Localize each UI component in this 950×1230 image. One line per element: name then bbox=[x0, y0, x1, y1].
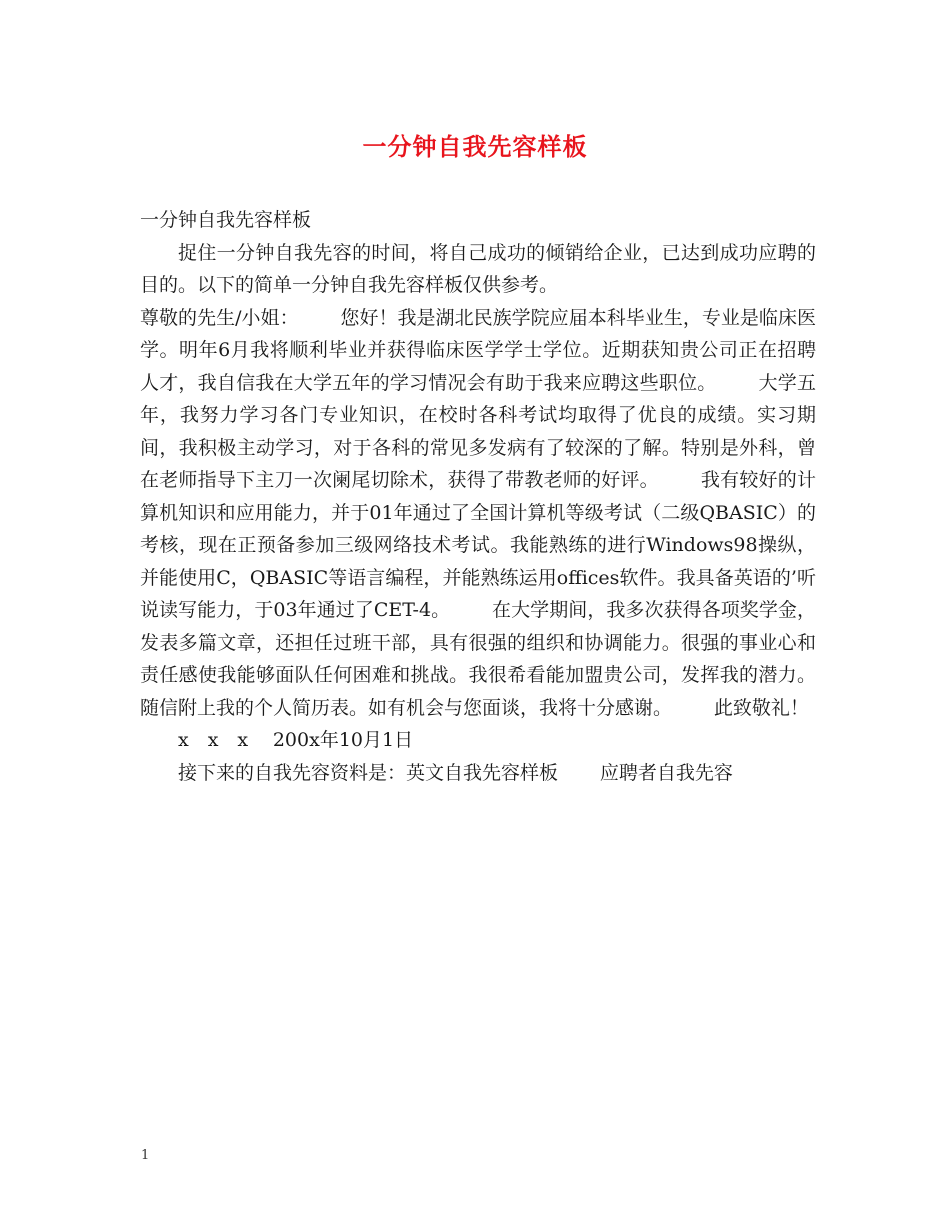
signature: x x x bbox=[178, 729, 249, 751]
salutation: 尊敬的先生/小姐： bbox=[140, 306, 299, 329]
letter-p2: 大学五年，我努力学习各门专业知识，在校时各科考试均取得了优良的成绩。实习期间，我积极主动学习，对于各科的常见多发病有了较深的了解。特别是外科，曾在老师指导下主刀一次阑尾切除术，获得了带教老师的好评。 bbox=[140, 371, 816, 491]
next-line-text: 接下来的自我先容资料是：英文自我先容样板 bbox=[178, 761, 559, 784]
letter-p3: 我有较好的计算机知识和应用能力，并于01年通过了全国计算机等级考试（二级QBASIC）的考核，现在正预备参加三级网络技术考试。我能熟练的进行Windows98操纵，并能使用C，QBASIC等语言编程，并能熟练运用offices软件。我具备英语的’听说读写能力，于03年通过了CET-4。 bbox=[140, 469, 816, 621]
next-line-link[interactable]: 应聘者自我先容 bbox=[599, 761, 733, 784]
letter-p4: 在大学期间，我多次获得各项奖学金，发表多篇文章，还担任过班干部，具有很强的组织和协调能力。很强的事业心和责任感使我能够面队任何困难和挑战。我很希看能加盟贵公司，发挥我的潜力。随信附上我的个人简历表。如有机会与您面谈，我将十分感谢。 bbox=[140, 599, 816, 719]
document-body bbox=[140, 204, 816, 789]
signature-line bbox=[140, 724, 816, 757]
letter-date: 200x年10月1日 bbox=[272, 729, 414, 751]
closing: 此致敬礼！ bbox=[713, 696, 809, 719]
next-line bbox=[140, 757, 816, 790]
letter-paragraph bbox=[140, 302, 816, 725]
letter-p1: 您好！我是湖北民族学院应届本科毕业生，专业是临床医学。明年6月我将顺利毕业并获得临床医学学士学位。近期获知贵公司正在招聘人才，我自信我在大学五年的学习情况会有助于我来应聘这些职位。 bbox=[140, 306, 816, 394]
page-number: 1 bbox=[141, 1148, 150, 1163]
intro-paragraph: 捉住一分钟自我先容的时间，将自己成功的倾销给企业，已达到成功应聘的目的。以下的简单一分钟自我先容样板仅供参考。 bbox=[140, 241, 816, 296]
subtitle-line: 一分钟自我先容样板 bbox=[140, 209, 312, 231]
document-title: 一分钟自我先容样板 bbox=[362, 132, 588, 161]
